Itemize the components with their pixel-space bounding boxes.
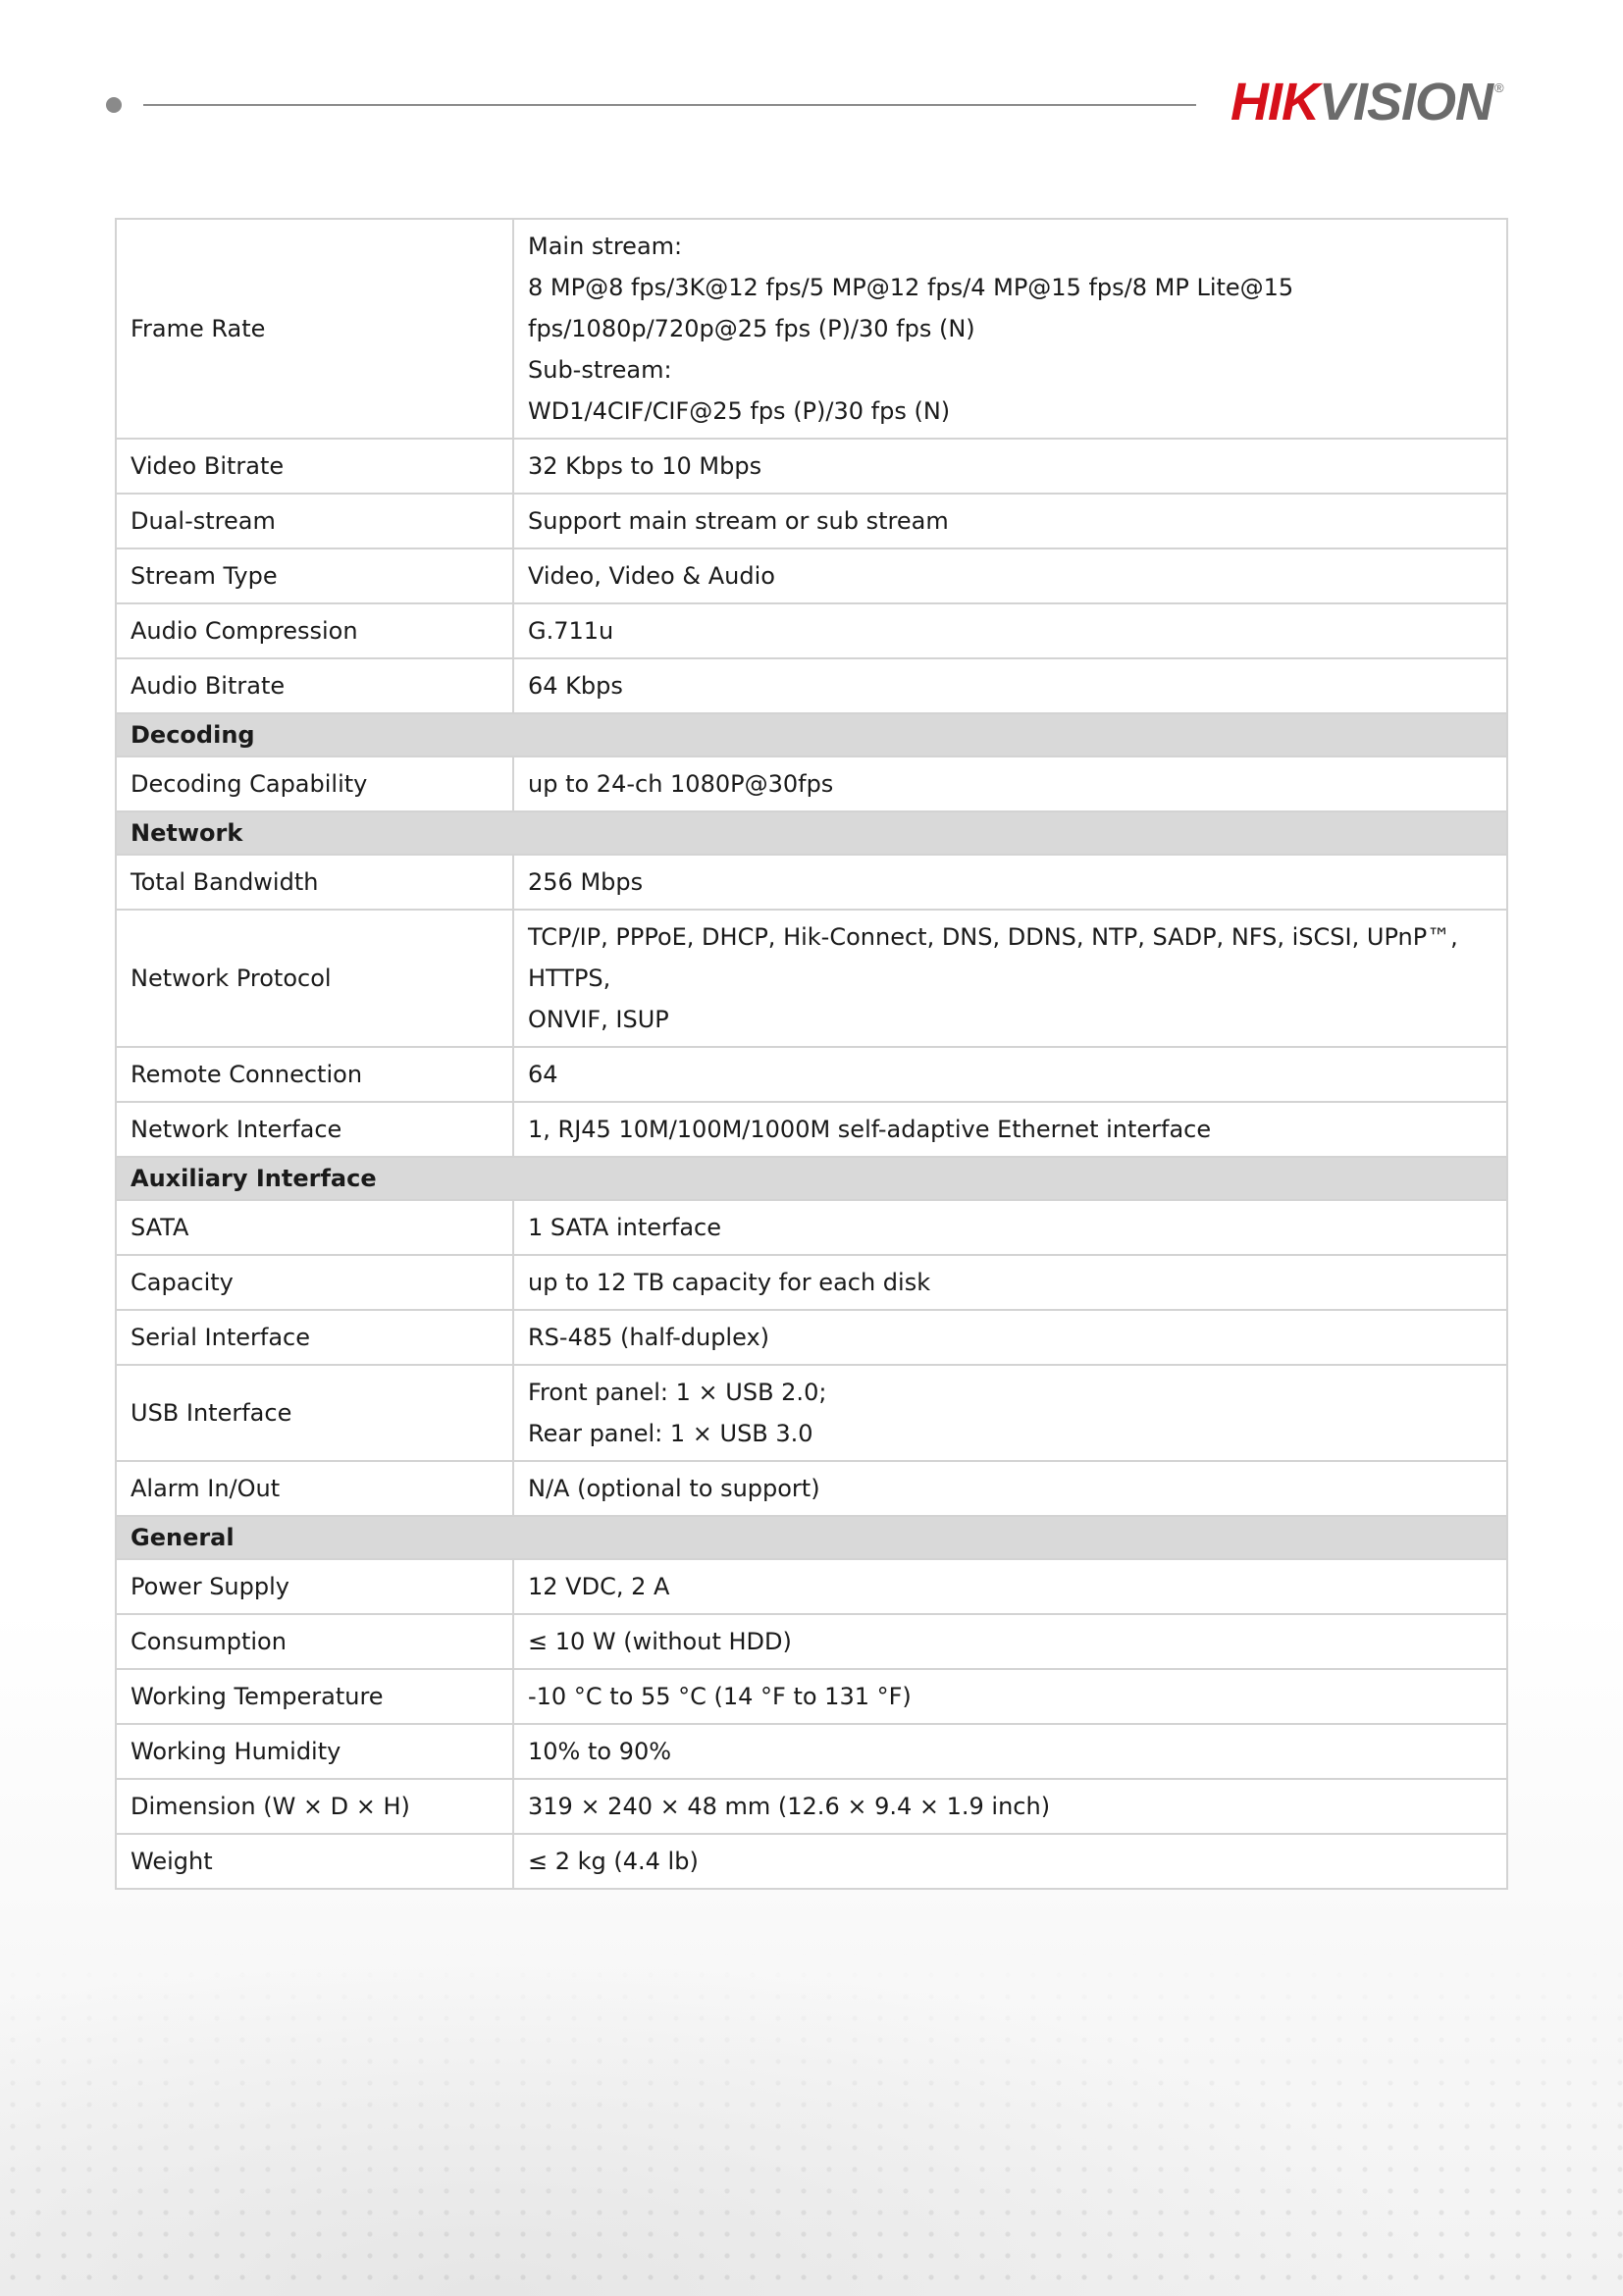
spec-value — [513, 1255, 1507, 1310]
spec-value — [513, 1559, 1507, 1614]
spec-value — [513, 1461, 1507, 1516]
spec-row — [116, 1255, 1507, 1310]
spec-label: Dual-stream — [116, 494, 513, 548]
spec-section-header — [116, 1157, 1507, 1200]
spec-value — [513, 494, 1507, 548]
spec-value — [513, 658, 1507, 713]
spec-value-line: 32 Kbps to 10 Mbps — [528, 452, 762, 480]
spec-value — [513, 1779, 1507, 1834]
spec-value-line: Sub-stream: — [528, 356, 672, 384]
spec-row — [116, 439, 1507, 494]
spec-value-line: N/A (optional to support) — [528, 1475, 820, 1502]
spec-value — [513, 1102, 1507, 1157]
spec-label: Stream Type — [116, 548, 513, 603]
spec-value — [513, 439, 1507, 494]
spec-value — [513, 910, 1507, 1047]
spec-value-line: Support main stream or sub stream — [528, 507, 949, 535]
spec-label: Remote Connection — [116, 1047, 513, 1102]
spec-row — [116, 219, 1507, 439]
spec-label: Frame Rate — [116, 219, 513, 439]
spec-row — [116, 1669, 1507, 1724]
spec-label: Working Humidity — [116, 1724, 513, 1779]
spec-value-line: 64 Kbps — [528, 672, 623, 700]
background-dot-pattern — [0, 1943, 1623, 2296]
spec-section-header — [116, 811, 1507, 855]
spec-value-line: 1, RJ45 10M/100M/1000M self-adaptive Ethernet interface — [528, 1116, 1212, 1143]
logo-text-hik: HIK — [1230, 73, 1319, 131]
spec-label: Audio Bitrate — [116, 658, 513, 713]
spec-value-line: Video, Video & Audio — [528, 562, 775, 590]
header-bullet-dot — [106, 97, 122, 113]
spec-value — [513, 1047, 1507, 1102]
spec-label: Consumption — [116, 1614, 513, 1669]
spec-label: Serial Interface — [116, 1310, 513, 1365]
spec-value-line: up to 12 TB capacity for each disk — [528, 1269, 931, 1296]
spec-value-line: 8 MP@8 fps/3K@12 fps/5 MP@12 fps/4 MP@15 fps/8 MP Lite@15 — [528, 274, 1294, 301]
spec-row — [116, 1365, 1507, 1461]
spec-value — [513, 1365, 1507, 1461]
spec-row — [116, 1461, 1507, 1516]
spec-label: Network Interface — [116, 1102, 513, 1157]
spec-label: USB Interface — [116, 1365, 513, 1461]
spec-label: Alarm In/Out — [116, 1461, 513, 1516]
spec-section-header — [116, 1516, 1507, 1559]
spec-value-line: ≤ 10 W (without HDD) — [528, 1628, 792, 1655]
section-title: Decoding — [116, 713, 1507, 757]
section-title: General — [116, 1516, 1507, 1559]
spec-row — [116, 1200, 1507, 1255]
spec-value — [513, 1614, 1507, 1669]
spec-table-body — [116, 219, 1507, 1889]
spec-label: SATA — [116, 1200, 513, 1255]
spec-row — [116, 910, 1507, 1047]
spec-label: Network Protocol — [116, 910, 513, 1047]
spec-label: Total Bandwidth — [116, 855, 513, 910]
hikvision-logo — [1230, 73, 1503, 131]
spec-value-line: ≤ 2 kg (4.4 lb) — [528, 1848, 699, 1875]
spec-row — [116, 757, 1507, 811]
spec-row — [116, 603, 1507, 658]
spec-value-line: 256 Mbps — [528, 868, 644, 896]
spec-value-line: TCP/IP, PPPoE, DHCP, Hik-Connect, DNS, DDNS, NTP, SADP, NFS, iSCSI, UPnP™, HTTPS, — [528, 923, 1458, 992]
spec-label: Capacity — [116, 1255, 513, 1310]
spec-value — [513, 1310, 1507, 1365]
spec-label: Working Temperature — [116, 1669, 513, 1724]
spec-row — [116, 1559, 1507, 1614]
spec-value-line: Main stream: — [528, 233, 683, 260]
spec-label: Weight — [116, 1834, 513, 1889]
spec-value-line: WD1/4CIF/CIF@25 fps (P)/30 fps (N) — [528, 397, 951, 425]
spec-value-line: 12 VDC, 2 A — [528, 1573, 670, 1600]
header-rule-line — [143, 104, 1196, 106]
spec-value — [513, 757, 1507, 811]
spec-value-line: 1 SATA interface — [528, 1214, 722, 1241]
spec-label: Audio Compression — [116, 603, 513, 658]
spec-row — [116, 1102, 1507, 1157]
spec-value-line: 10% to 90% — [528, 1738, 672, 1765]
spec-section-header — [116, 713, 1507, 757]
spec-label: Video Bitrate — [116, 439, 513, 494]
spec-value-line: -10 °C to 55 °C (14 °F to 131 °F) — [528, 1683, 912, 1710]
spec-value — [513, 1834, 1507, 1889]
spec-value — [513, 1669, 1507, 1724]
spec-value — [513, 1724, 1507, 1779]
spec-row — [116, 658, 1507, 713]
spec-value-line: 319 × 240 × 48 mm (12.6 × 9.4 × 1.9 inch) — [528, 1793, 1051, 1820]
spec-row — [116, 494, 1507, 548]
spec-row — [116, 1047, 1507, 1102]
section-title: Network — [116, 811, 1507, 855]
spec-value — [513, 603, 1507, 658]
logo-text-vision: VISION — [1319, 73, 1493, 131]
logo-registered-mark: ® — [1494, 80, 1503, 95]
spec-value-line: fps/1080p/720p@25 fps (P)/30 fps (N) — [528, 315, 975, 342]
spec-value — [513, 548, 1507, 603]
spec-value-line: 64 — [528, 1061, 558, 1088]
spec-row — [116, 1310, 1507, 1365]
spec-value-line: ONVIF, ISUP — [528, 1006, 669, 1033]
spec-row — [116, 855, 1507, 910]
spec-value — [513, 219, 1507, 439]
spec-label: Decoding Capability — [116, 757, 513, 811]
spec-label: Power Supply — [116, 1559, 513, 1614]
spec-table — [115, 218, 1508, 1890]
spec-value-line: Rear panel: 1 × USB 3.0 — [528, 1420, 813, 1447]
spec-row — [116, 1614, 1507, 1669]
spec-row — [116, 548, 1507, 603]
spec-value — [513, 855, 1507, 910]
spec-label: Dimension (W × D × H) — [116, 1779, 513, 1834]
spec-row — [116, 1779, 1507, 1834]
spec-row — [116, 1724, 1507, 1779]
spec-value-line: Front panel: 1 × USB 2.0; — [528, 1379, 827, 1406]
spec-value — [513, 1200, 1507, 1255]
section-title: Auxiliary Interface — [116, 1157, 1507, 1200]
spec-value-line: RS-485 (half-duplex) — [528, 1324, 770, 1351]
spec-row — [116, 1834, 1507, 1889]
spec-value-line: G.711u — [528, 617, 614, 645]
spec-value-line: up to 24-ch 1080P@30fps — [528, 770, 834, 798]
